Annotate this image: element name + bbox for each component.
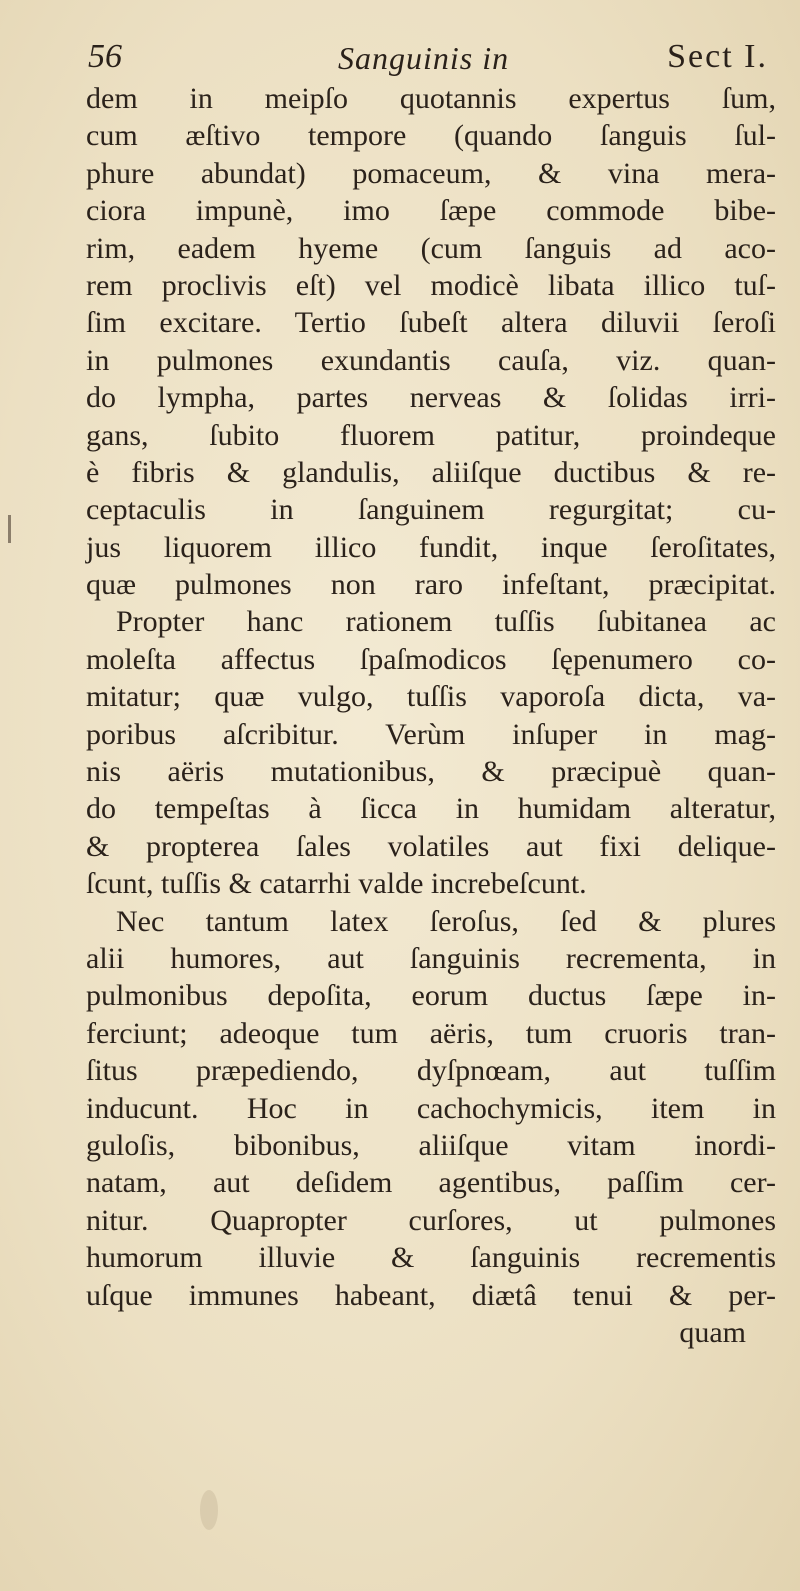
text-line: nitur. Quapropter curſores, ut pulmones bbox=[86, 1203, 776, 1237]
text-line: cum æſtivo tempore (quando ſanguis ſul- bbox=[86, 119, 776, 153]
page-number: 56 bbox=[88, 38, 122, 75]
text-line: natam, aut deſidem agentibus, paſſim cer- bbox=[86, 1166, 776, 1200]
text-line: guloſis, bibonibus, aliiſque vitam inordi- bbox=[86, 1128, 776, 1162]
text-line: ſim excitare. Tertio ſubeſt altera diluvii ſeroſi bbox=[86, 306, 776, 340]
text-line: uſque immunes habeant, diætâ tenui & per- bbox=[86, 1278, 776, 1312]
paragraph-start-line: Propter hanc rationem tuſſis ſubitanea ac bbox=[116, 605, 776, 639]
text-line: phure abundat) pomaceum, & vina mera- bbox=[86, 156, 776, 190]
text-line: ceptaculis in ſanguinem regurgitat; cu- bbox=[86, 493, 776, 527]
paragraph-start-line: Nec tantum latex ſeroſus, ſed & plures bbox=[116, 904, 776, 938]
catchword: quam bbox=[679, 1315, 746, 1349]
running-title: Sanguinis in bbox=[338, 40, 510, 76]
paper-stain bbox=[200, 1490, 218, 1530]
text-line: quæ pulmones non raro infeſtant, præcipitat. bbox=[86, 568, 776, 602]
text-line: jus liquorem illico fundit, inque ſeroſitates, bbox=[86, 530, 776, 564]
paragraph-end-line: ſcunt, tuſſis & catarrhi valde increbeſcunt. bbox=[86, 867, 587, 901]
text-line: dem in meipſo quotannis expertus ſum, bbox=[86, 82, 776, 115]
text-line: è fibris & glandulis, aliiſque ductibus & re- bbox=[86, 455, 776, 489]
text-line: gans, ſubito fluorem patitur, proindeque bbox=[86, 418, 776, 452]
text-line: do tempeſtas à ſicca in humidam alteratur, bbox=[86, 792, 776, 826]
text-line: pulmonibus depoſita, eorum ductus ſæpe in- bbox=[86, 979, 776, 1013]
section-label: Sect I. bbox=[667, 38, 768, 75]
text-line: inducunt. Hoc in cachochymicis, item in bbox=[86, 1091, 776, 1125]
text-line: ſitus præpediendo, dyſpnœam, aut tuſſim bbox=[86, 1054, 776, 1088]
body-text bbox=[86, 80, 776, 1351]
text-line: nis aëris mutationibus, & præcipuè quan- bbox=[86, 755, 776, 789]
text-line: ferciunt; adeoque tum aëris, tum cruoris tran- bbox=[86, 1016, 776, 1050]
text-line: poribus aſcribitur. Verùm inſuper in mag- bbox=[86, 717, 776, 751]
text-line: in pulmones exundantis cauſa, viz. quan- bbox=[86, 343, 776, 377]
text-line: rim, eadem hyeme (cum ſanguis ad aco- bbox=[86, 231, 776, 265]
margin-mark bbox=[8, 515, 11, 543]
text-line: moleſta affectus ſpaſmodicos ſępenumero co- bbox=[86, 642, 776, 676]
text-line: & propterea ſales volatiles aut fixi delique- bbox=[86, 829, 776, 863]
text-line: alii humores, aut ſanguinis recrementa, in bbox=[86, 941, 776, 975]
text-line: mitatur; quæ vulgo, tuſſis vaporoſa dicta, va- bbox=[86, 680, 776, 714]
text-line: ciora impunè, imo ſæpe commode bibe- bbox=[86, 194, 776, 228]
text-line: do lympha, partes nerveas & ſolidas irri- bbox=[86, 381, 776, 415]
text-line: humorum illuvie & ſanguinis recrementis bbox=[86, 1241, 776, 1275]
text-line: rem proclivis eſt) vel modicè libata illico tuſ- bbox=[86, 268, 776, 302]
